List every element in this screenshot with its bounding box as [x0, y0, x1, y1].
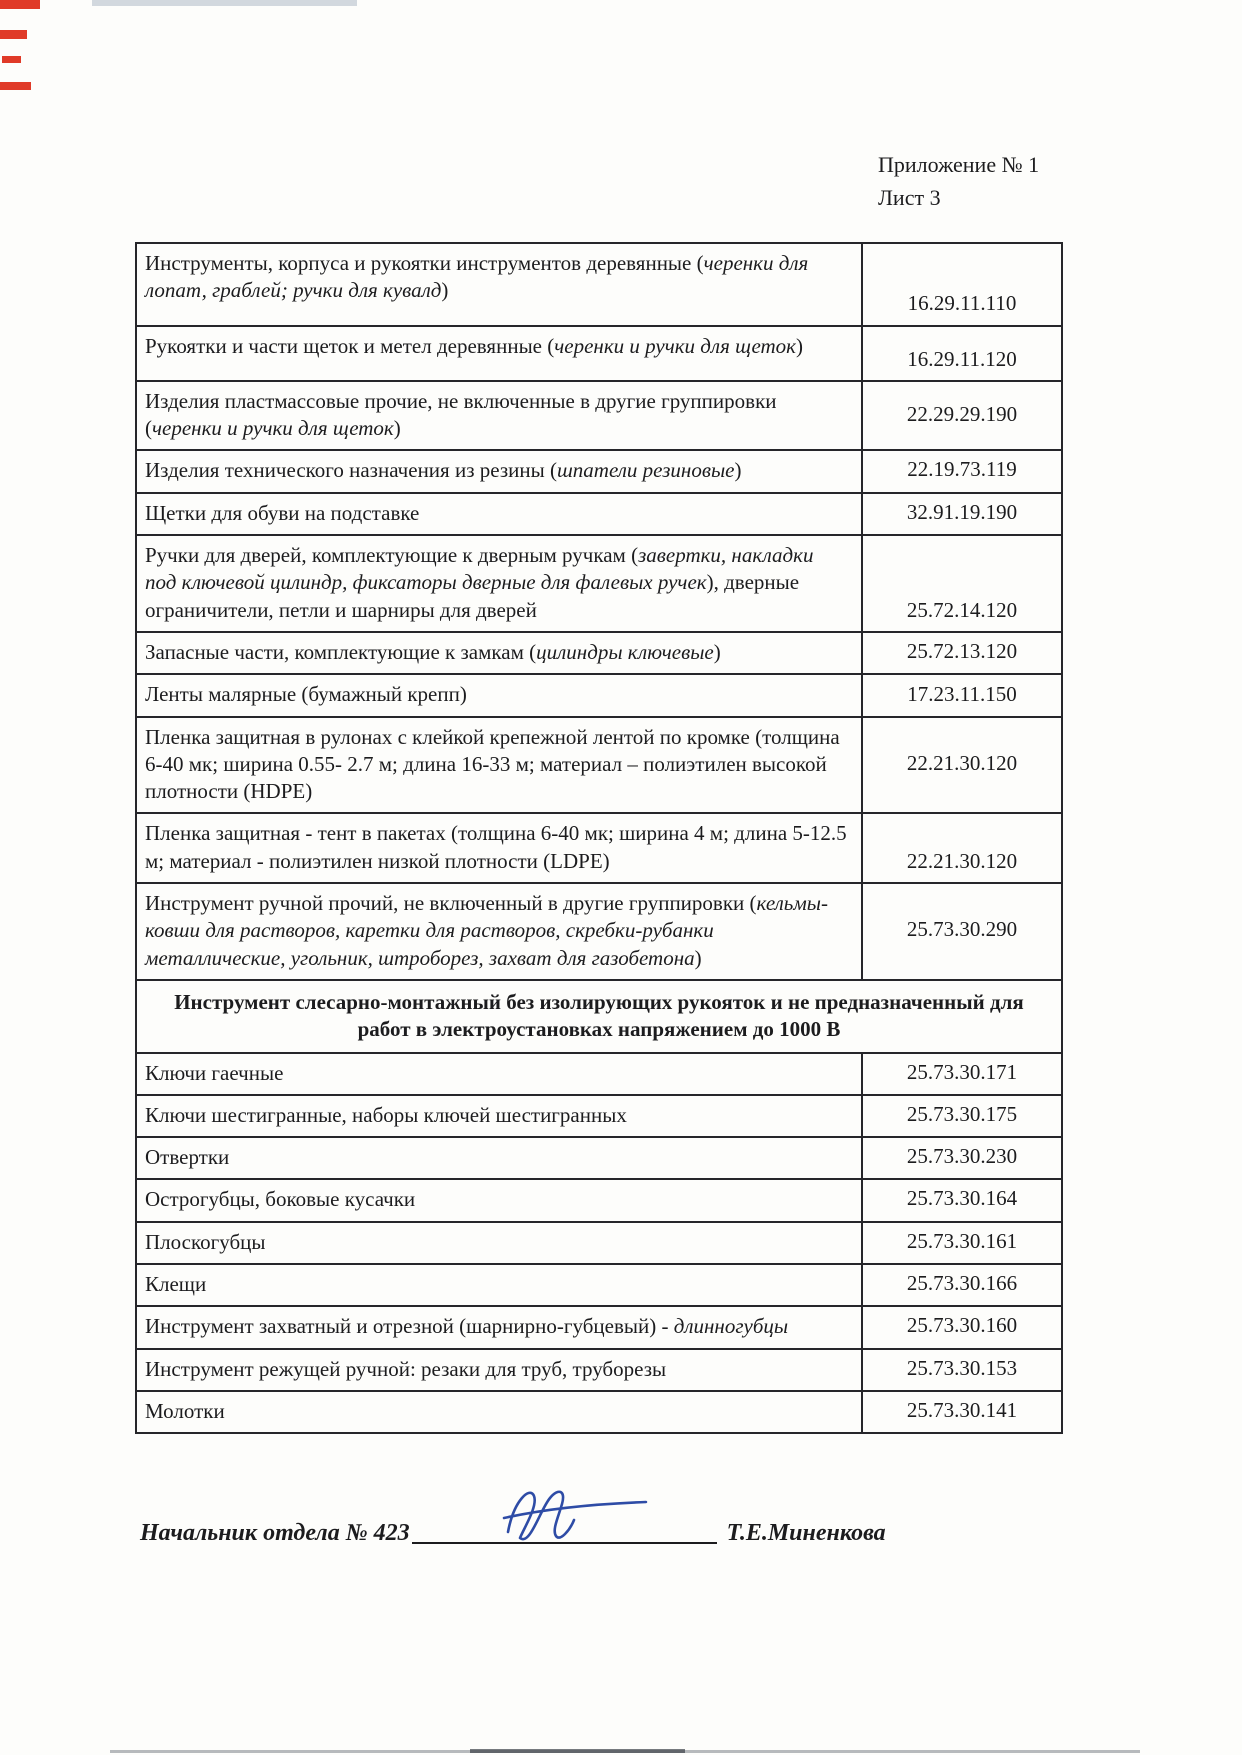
item-description-part: Щетки для обуви на подставке [145, 500, 420, 525]
table-row [136, 674, 1062, 716]
table-row [136, 1349, 1062, 1391]
table-row [136, 450, 1062, 492]
table-row [136, 632, 1062, 674]
item-description-part: Острогубцы, боковые кусачки [145, 1187, 416, 1212]
table-row [136, 381, 1062, 451]
item-description-part: Изделия технического назначения из резины ( [145, 458, 557, 483]
item-description-italic-part: цилиндры ключевые [536, 639, 714, 664]
scan-artifact-red [2, 56, 21, 63]
item-code: 16.29.11.110 [862, 243, 1062, 326]
table-row [136, 1137, 1062, 1179]
item-description [136, 1222, 862, 1264]
item-description [136, 326, 862, 381]
item-code: 25.73.30.290 [862, 883, 1062, 980]
scan-artifact-red [0, 30, 27, 39]
item-description-part: Рукоятки и части щеток и метел деревянные ( [145, 333, 555, 358]
signature [500, 1480, 650, 1550]
item-description-italic-part: черенки для лопат, граблей; ручки для кувалд [145, 251, 809, 303]
item-description-part: Запасные части, комплектующие к замкам ( [145, 639, 537, 664]
item-code: 25.73.30.175 [862, 1095, 1062, 1137]
items-table [135, 242, 1063, 1434]
item-description-part: ) [713, 639, 721, 664]
item-code: 25.73.30.230 [862, 1137, 1062, 1179]
item-description [136, 1391, 862, 1433]
item-description [136, 883, 862, 980]
item-description-part: Ручки для дверей, комплектующие к дверным ручкам ( [145, 543, 639, 568]
table-row [136, 1222, 1062, 1264]
signature-stroke [504, 1492, 646, 1539]
appendix-number: Приложение № 1 [878, 152, 1040, 177]
scan-artifact-red [0, 82, 31, 90]
item-description-italic-part: шпатели резиновые [556, 458, 735, 483]
item-code: 25.73.30.171 [862, 1053, 1062, 1095]
item-description-part: Плоскогубцы [145, 1229, 266, 1254]
item-code: 17.23.11.150 [862, 674, 1062, 716]
item-description [136, 450, 862, 492]
signatory-name: Т.Е.Миненкова [726, 1520, 886, 1547]
section-header: Инструмент слесарно-монтажный без изолирующих рукояток и не предназначенный для работ в электроустановках напряжением до 1000 В [136, 980, 1062, 1053]
item-code: 25.73.30.166 [862, 1264, 1062, 1306]
item-description-part: Отвертки [145, 1145, 230, 1170]
item-code: 32.91.19.190 [862, 493, 1062, 535]
item-code: 25.73.30.164 [862, 1179, 1062, 1221]
item-description-part: Ключи шестигранные, наборы ключей шестигранных [145, 1102, 627, 1127]
sheet-number: Лист 3 [878, 185, 941, 210]
item-description [136, 1095, 862, 1137]
item-description-part: Инструмент захватный и отрезной (шарнирно-губцевый) - [145, 1314, 674, 1339]
item-description [136, 1349, 862, 1391]
scan-artifact-red [0, 0, 40, 9]
item-description-part: Молотки [145, 1398, 225, 1423]
table-row [136, 243, 1062, 326]
item-description-part: Изделия пластмассовые прочие, не включенные в другие группировки ( [145, 388, 777, 441]
table-row [136, 1306, 1062, 1348]
item-code: 25.73.30.141 [862, 1391, 1062, 1433]
item-description-italic-part: черенки и ручки для щеток [554, 333, 796, 358]
item-description-italic-part: длинногубцы [673, 1314, 789, 1339]
item-description [136, 1264, 862, 1306]
item-description-part: ) [796, 333, 803, 358]
table-row [136, 1391, 1062, 1433]
item-code: 22.29.29.190 [862, 381, 1062, 451]
item-code: 22.19.73.119 [862, 450, 1062, 492]
item-description [136, 632, 862, 674]
table-row [136, 717, 1062, 814]
table-row [136, 326, 1062, 381]
item-description-part: Ключи гаечные [145, 1060, 284, 1085]
item-description [136, 674, 862, 716]
table-row [136, 1053, 1062, 1095]
item-description-part: ), дверные ограничители, петли и шарниры для дверей [145, 570, 800, 622]
scan-artifact-edge [470, 1749, 685, 1753]
item-code: 25.72.13.120 [862, 632, 1062, 674]
scan-artifact-smudge [92, 0, 357, 6]
item-description [136, 1179, 862, 1221]
signatory-title: Начальник отдела № 423 [140, 1520, 410, 1547]
item-description [136, 1053, 862, 1095]
item-description-italic-part: черенки и ручки для щеток [152, 416, 394, 441]
item-description-italic-part: кельмы-ковши для растворов, каретки для растворов, скребки-рубанки металлические, угольник, штроборез, захват для газобетона [145, 891, 828, 970]
table-row [136, 813, 1062, 883]
signature-block [140, 1520, 1242, 1547]
item-description [136, 813, 862, 883]
item-description [136, 493, 862, 535]
table-row [136, 493, 1062, 535]
item-code: 22.21.30.120 [862, 717, 1062, 814]
appendix-header [878, 0, 1242, 214]
item-description-part: Инструмент режущей ручной: резаки для труб, труборезы [145, 1356, 667, 1381]
table-row [136, 535, 1062, 632]
item-description-italic-part: завертки, накладки под ключевой цилиндр, фиксаторы дверные для фалевых ручек [145, 543, 814, 595]
item-description [136, 243, 862, 326]
item-code: 25.73.30.153 [862, 1349, 1062, 1391]
item-code: 16.29.11.120 [862, 326, 1062, 381]
table-row [136, 883, 1062, 980]
item-description-part: Клещи [145, 1272, 207, 1297]
item-code: 22.21.30.120 [862, 813, 1062, 883]
item-code: 25.73.30.160 [862, 1306, 1062, 1348]
item-description [136, 535, 862, 632]
table-row [136, 1179, 1062, 1221]
item-code: 25.73.30.161 [862, 1222, 1062, 1264]
item-description-part: Ленты малярные (бумажный крепп) [145, 682, 467, 707]
signature-line [412, 1536, 717, 1544]
table-row [136, 1095, 1062, 1137]
section-header-row [136, 980, 1062, 1053]
item-description [136, 1306, 862, 1348]
item-description-part: ) [694, 945, 702, 970]
item-code: 25.72.14.120 [862, 535, 1062, 632]
item-description [136, 381, 862, 451]
table-row [136, 1264, 1062, 1306]
item-description-part: ) [441, 278, 449, 303]
item-description-part: Пленка защитная в рулонах с клейкой крепежной лентой по кромке (толщина 6-40 мк; ширина 0.55- 2.7 м; длина 16-33 м; материал – полиэтилен высокой плотности (HDPE) [145, 724, 840, 804]
item-description-part: Пленка защитная - тент в пакетах (толщина 6-40 мк; ширина 4 м; длина 5-12.5 м; материал - полиэтилен низкой плотности (LDPE) [145, 821, 847, 873]
item-description-part: Инструмент ручной прочий, не включенный в другие группировки ( [145, 891, 757, 916]
item-description [136, 717, 862, 814]
item-description-part: Инструменты, корпуса и рукоятки инструментов деревянные ( [145, 251, 704, 275]
item-description-part: ) [393, 416, 401, 441]
item-description [136, 1137, 862, 1179]
item-description-part: ) [734, 458, 742, 483]
